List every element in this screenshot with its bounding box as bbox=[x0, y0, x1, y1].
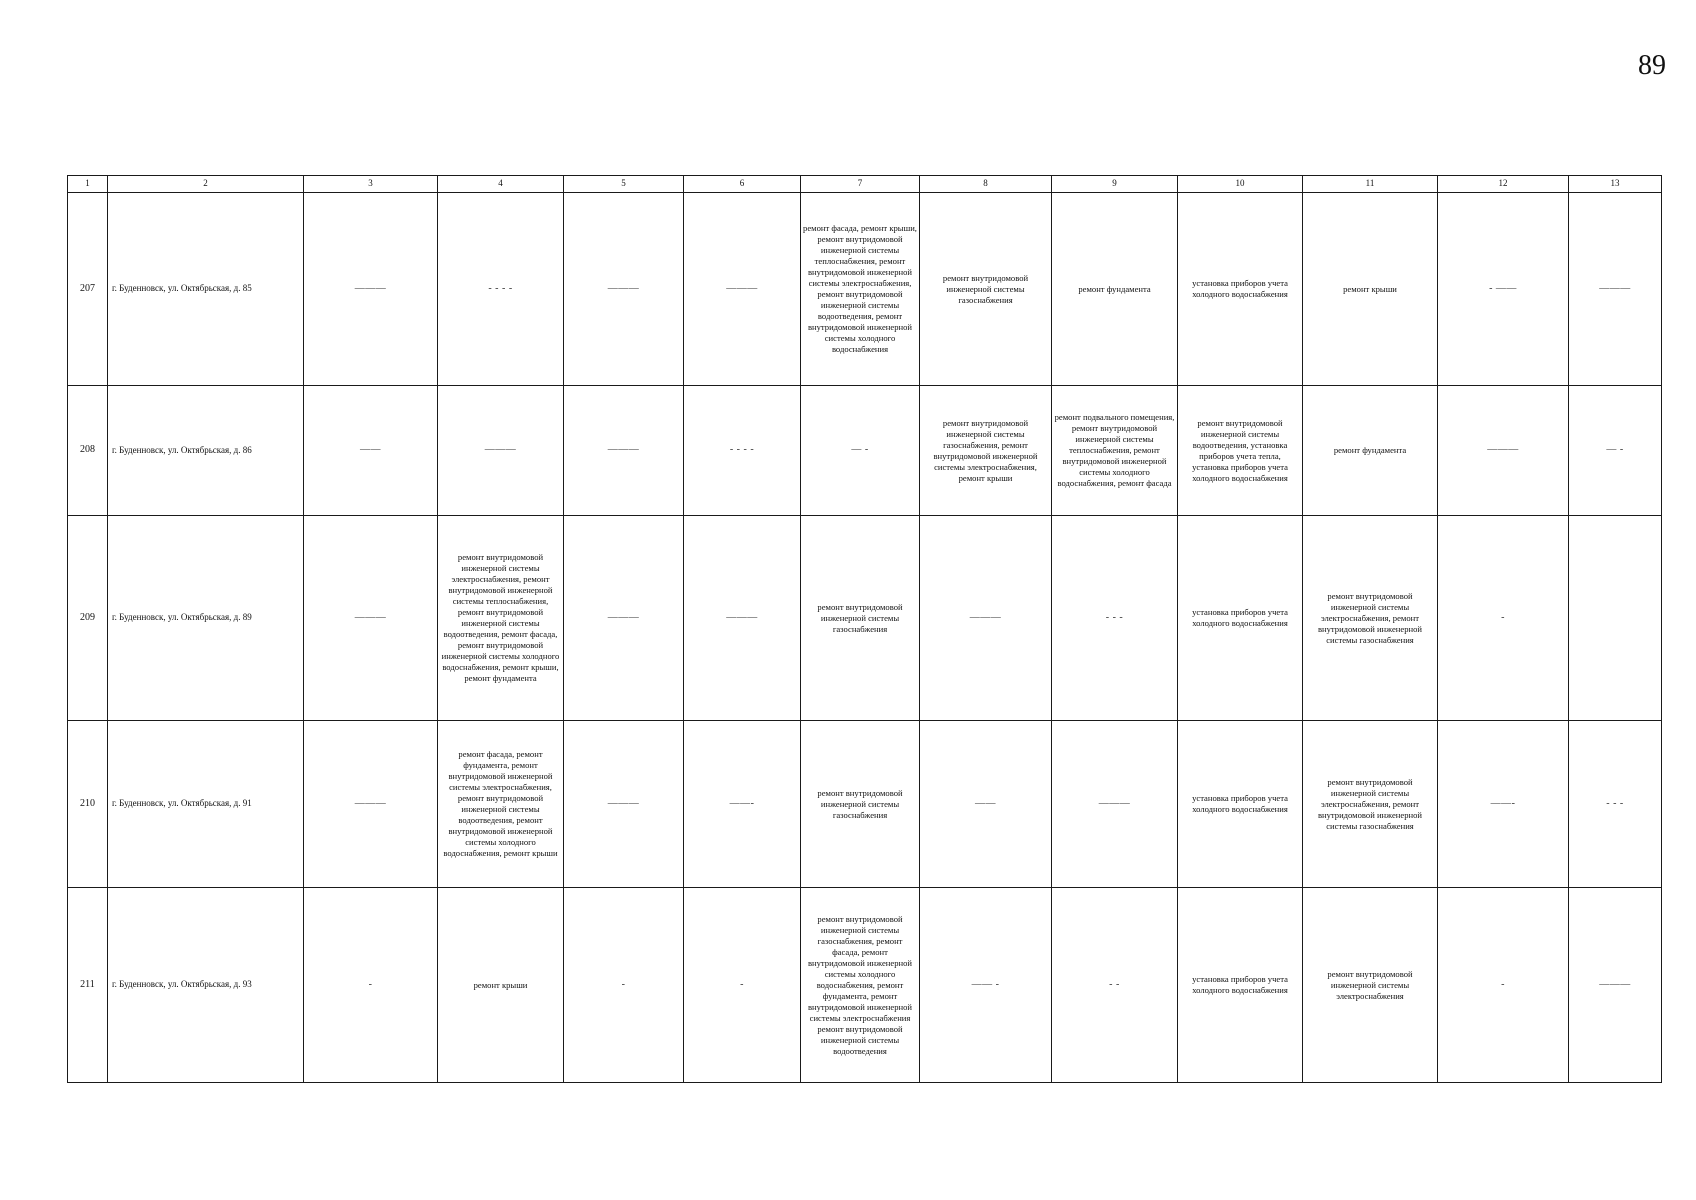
row-address: г. Буденновск, ул. Октябрьская, д. 85 bbox=[108, 193, 304, 386]
table-cell: ремонт внутридомовой инженерной системы газоснабжения, ремонт внутридомовой инженерной системы электроснабжения, ремонт крыши bbox=[920, 386, 1052, 516]
table-cell: ремонт внутридомовой инженерной системы газоснабжения, ремонт фасада, ремонт внутридомовой инженерной системы холодного водоснабжения, ремонт фундамента, ремонт внутридомовой инженерной системы электроснабжения ремонт внутридомовой инженерной системы водоотведения bbox=[801, 888, 920, 1083]
row-number: 207 bbox=[68, 193, 108, 386]
column-header: 5 bbox=[564, 176, 684, 193]
column-header: 10 bbox=[1178, 176, 1303, 193]
table-row bbox=[68, 888, 1662, 1083]
page-number: 89 bbox=[1638, 50, 1666, 81]
table-cell: ——— bbox=[684, 516, 801, 721]
table-cell: ——— bbox=[304, 193, 438, 386]
table-cell: ремонт внутридомовой инженерной системы водоотведения, установка приборов учета тепла, установка приборов учета холодного водоснабжения bbox=[1178, 386, 1303, 516]
table-cell: —— bbox=[304, 386, 438, 516]
table-cell: ремонт внутридомовой инженерной системы электроснабжения, ремонт внутридомовой инженерной системы теплоснабжения, ремонт внутридомовой инженерной системы водоотведения, ремонт фасада, ремонт внутридомовой инженерной системы холодного водоснабжения, ремонт крыши, ремонт фундамента bbox=[438, 516, 564, 721]
column-number-row bbox=[68, 176, 1662, 193]
table-cell: ремонт фундамента bbox=[1303, 386, 1438, 516]
table-cell: ——— bbox=[304, 516, 438, 721]
table-cell: - - - - bbox=[438, 193, 564, 386]
column-header: 2 bbox=[108, 176, 304, 193]
table-cell: —— bbox=[920, 721, 1052, 888]
table-cell: ремонт фасада, ремонт крыши, ремонт внутридомовой инженерной системы теплоснабжения, ремонт внутридомовой инженерной системы электроснабжения, ремонт внутридомовой инженерной системы водоотведения, ремонт внутридомовой инженерной системы холодного водоснабжения bbox=[801, 193, 920, 386]
column-header: 6 bbox=[684, 176, 801, 193]
row-number: 209 bbox=[68, 516, 108, 721]
table-cell bbox=[1569, 516, 1662, 721]
table-cell: ——— bbox=[564, 721, 684, 888]
column-header: 7 bbox=[801, 176, 920, 193]
row-address: г. Буденновск, ул. Октябрьская, д. 89 bbox=[108, 516, 304, 721]
table-cell: ремонт внутридомовой инженерной системы электроснабжения, ремонт внутридомовой инженерной системы газоснабжения bbox=[1303, 721, 1438, 888]
table-cell: ——— bbox=[304, 721, 438, 888]
table-cell: ремонт подвального помещения, ремонт внутридомовой инженерной системы теплоснабжения, ремонт внутридомовой инженерной системы холодного водоснабжения, ремонт фасада bbox=[1052, 386, 1178, 516]
column-header: 3 bbox=[304, 176, 438, 193]
table-cell: - —— bbox=[1438, 193, 1569, 386]
table-cell: - - - bbox=[1569, 721, 1662, 888]
table-cell: - bbox=[684, 888, 801, 1083]
table-cell: - bbox=[304, 888, 438, 1083]
table-cell: установка приборов учета холодного водоснабжения bbox=[1178, 721, 1303, 888]
table-cell: - bbox=[1438, 888, 1569, 1083]
table-row bbox=[68, 721, 1662, 888]
table-cell: ремонт крыши bbox=[1303, 193, 1438, 386]
table-cell: ремонт внутридомовой инженерной системы газоснабжения bbox=[801, 721, 920, 888]
table-cell: — - bbox=[1569, 386, 1662, 516]
table-row bbox=[68, 386, 1662, 516]
table-cell: ——— bbox=[920, 516, 1052, 721]
table-cell: ——— bbox=[684, 193, 801, 386]
table-cell: ремонт фундамента bbox=[1052, 193, 1178, 386]
table-cell: установка приборов учета холодного водоснабжения bbox=[1178, 516, 1303, 721]
table-cell: ремонт внутридомовой инженерной системы электроснабжения, ремонт внутридомовой инженерной системы газоснабжения bbox=[1303, 516, 1438, 721]
table-cell: ремонт крыши bbox=[438, 888, 564, 1083]
table-cell: ——— bbox=[564, 386, 684, 516]
column-header: 12 bbox=[1438, 176, 1569, 193]
table-cell: ——— bbox=[564, 193, 684, 386]
column-header: 11 bbox=[1303, 176, 1438, 193]
column-header: 9 bbox=[1052, 176, 1178, 193]
table-cell: ——- bbox=[1438, 721, 1569, 888]
table-cell: ремонт фасада, ремонт фундамента, ремонт внутридомовой инженерной системы электроснабжения, ремонт внутридомовой инженерной системы водоотведения, ремонт внутридомовой инженерной системы холодного водоснабжения, ремонт крыши bbox=[438, 721, 564, 888]
column-header: 1 bbox=[68, 176, 108, 193]
column-header: 8 bbox=[920, 176, 1052, 193]
table-cell: ——- bbox=[684, 721, 801, 888]
row-number: 211 bbox=[68, 888, 108, 1083]
table-cell: ремонт внутридомовой инженерной системы электроснабжения bbox=[1303, 888, 1438, 1083]
table-cell: ——— bbox=[1569, 193, 1662, 386]
table-row bbox=[68, 516, 1662, 721]
table-cell: ——— bbox=[1052, 721, 1178, 888]
table-cell: ——— bbox=[438, 386, 564, 516]
row-number: 208 bbox=[68, 386, 108, 516]
table-cell: установка приборов учета холодного водоснабжения bbox=[1178, 193, 1303, 386]
row-address: г. Буденновск, ул. Октябрьская, д. 91 bbox=[108, 721, 304, 888]
table-cell: - bbox=[1438, 516, 1569, 721]
table-cell: ——— bbox=[1438, 386, 1569, 516]
table-cell: —— - bbox=[920, 888, 1052, 1083]
row-number: 210 bbox=[68, 721, 108, 888]
table-cell: ——— bbox=[1569, 888, 1662, 1083]
table-cell: - - - bbox=[1052, 516, 1178, 721]
table-cell: ремонт внутридомовой инженерной системы газоснабжения bbox=[920, 193, 1052, 386]
table-cell: - bbox=[564, 888, 684, 1083]
table-cell: ——— bbox=[564, 516, 684, 721]
row-address: г. Буденновск, ул. Октябрьская, д. 86 bbox=[108, 386, 304, 516]
works-table bbox=[67, 175, 1662, 1083]
column-header: 4 bbox=[438, 176, 564, 193]
table-cell: установка приборов учета холодного водоснабжения bbox=[1178, 888, 1303, 1083]
table-cell: - - - - bbox=[684, 386, 801, 516]
row-address: г. Буденновск, ул. Октябрьская, д. 93 bbox=[108, 888, 304, 1083]
table-cell: — - bbox=[801, 386, 920, 516]
table-row bbox=[68, 193, 1662, 386]
table-cell: ремонт внутридомовой инженерной системы газоснабжения bbox=[801, 516, 920, 721]
column-header: 13 bbox=[1569, 176, 1662, 193]
table-cell: - - bbox=[1052, 888, 1178, 1083]
